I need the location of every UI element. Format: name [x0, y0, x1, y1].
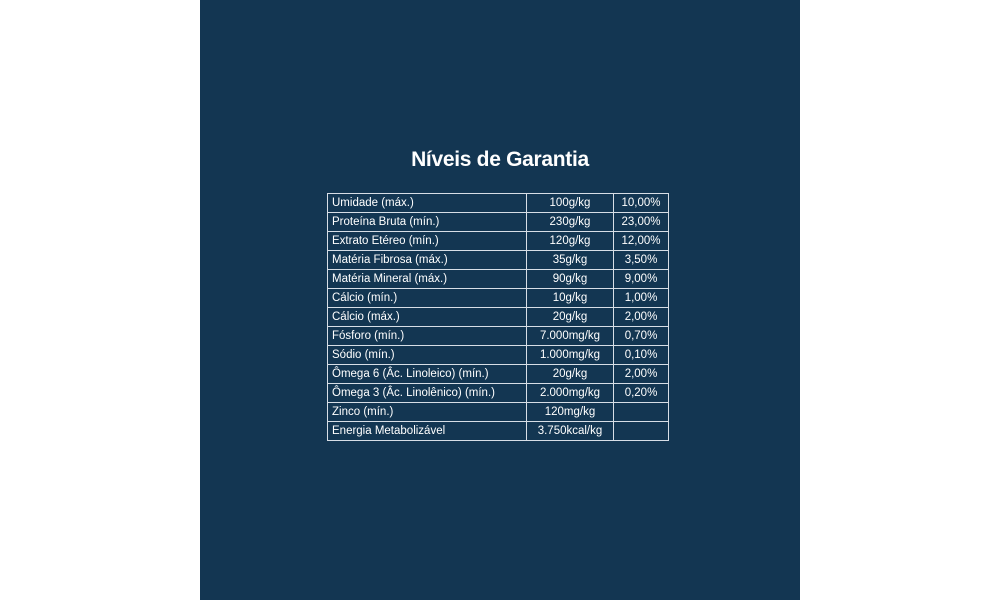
- nutrient-value: 2.000mg/kg: [527, 384, 614, 403]
- nutrient-value: 100g/kg: [527, 194, 614, 213]
- nutrient-percent: 23,00%: [614, 213, 669, 232]
- nutrient-value: 35g/kg: [527, 251, 614, 270]
- table-row: [328, 384, 669, 403]
- nutrient-percent: 0,70%: [614, 327, 669, 346]
- nutrient-percent: 1,00%: [614, 289, 669, 308]
- nutrient-percent: 0,10%: [614, 346, 669, 365]
- nutrient-percent: 0,20%: [614, 384, 669, 403]
- nutrient-value: 3.750kcal/kg: [527, 422, 614, 441]
- nutrient-name: Zinco (mín.): [328, 403, 527, 422]
- nutrient-value: 20g/kg: [527, 365, 614, 384]
- table-row: [328, 270, 669, 289]
- nutrient-value: 7.000mg/kg: [527, 327, 614, 346]
- nutrient-percent: 12,00%: [614, 232, 669, 251]
- table-row: [328, 232, 669, 251]
- nutrient-value: 120g/kg: [527, 232, 614, 251]
- nutrient-value: 10g/kg: [527, 289, 614, 308]
- nutrient-value: 1.000mg/kg: [527, 346, 614, 365]
- table-row: [328, 308, 669, 327]
- nutrient-name: Cálcio (máx.): [328, 308, 527, 327]
- guarantee-levels-table: [327, 193, 669, 441]
- nutrient-name: Umidade (máx.): [328, 194, 527, 213]
- table-row: [328, 422, 669, 441]
- nutrient-percent: [614, 422, 669, 441]
- nutrient-name: Matéria Fibrosa (máx.): [328, 251, 527, 270]
- nutrient-percent: 3,50%: [614, 251, 669, 270]
- nutrient-value: 230g/kg: [527, 213, 614, 232]
- table-row: [328, 346, 669, 365]
- nutrient-value: 90g/kg: [527, 270, 614, 289]
- nutrient-value: 20g/kg: [527, 308, 614, 327]
- nutrient-percent: [614, 403, 669, 422]
- table-row: [328, 213, 669, 232]
- nutrient-name: Matéria Mineral (máx.): [328, 270, 527, 289]
- nutrient-name: Ômega 6 (Âc. Linoleico) (mín.): [328, 365, 527, 384]
- table-row: [328, 251, 669, 270]
- nutrient-value: 120mg/kg: [527, 403, 614, 422]
- table-row: [328, 403, 669, 422]
- nutrient-name: Sódio (mín.): [328, 346, 527, 365]
- table-row: [328, 194, 669, 213]
- nutrient-percent: 9,00%: [614, 270, 669, 289]
- nutrient-name: Fósforo (mín.): [328, 327, 527, 346]
- table-row: [328, 327, 669, 346]
- nutrient-name: Energia Metabolizável: [328, 422, 527, 441]
- nutrient-name: Extrato Etéreo (mín.): [328, 232, 527, 251]
- nutrient-name: Ômega 3 (Âc. Linolênico) (mín.): [328, 384, 527, 403]
- table-row: [328, 289, 669, 308]
- nutrient-percent: 2,00%: [614, 308, 669, 327]
- nutrient-name: Cálcio (mín.): [328, 289, 527, 308]
- nutrient-percent: 10,00%: [614, 194, 669, 213]
- table-row: [328, 365, 669, 384]
- nutrient-percent: 2,00%: [614, 365, 669, 384]
- nutrient-name: Proteína Bruta (mín.): [328, 213, 527, 232]
- content-panel: [200, 0, 800, 600]
- page-title: Níveis de Garantia: [411, 148, 589, 171]
